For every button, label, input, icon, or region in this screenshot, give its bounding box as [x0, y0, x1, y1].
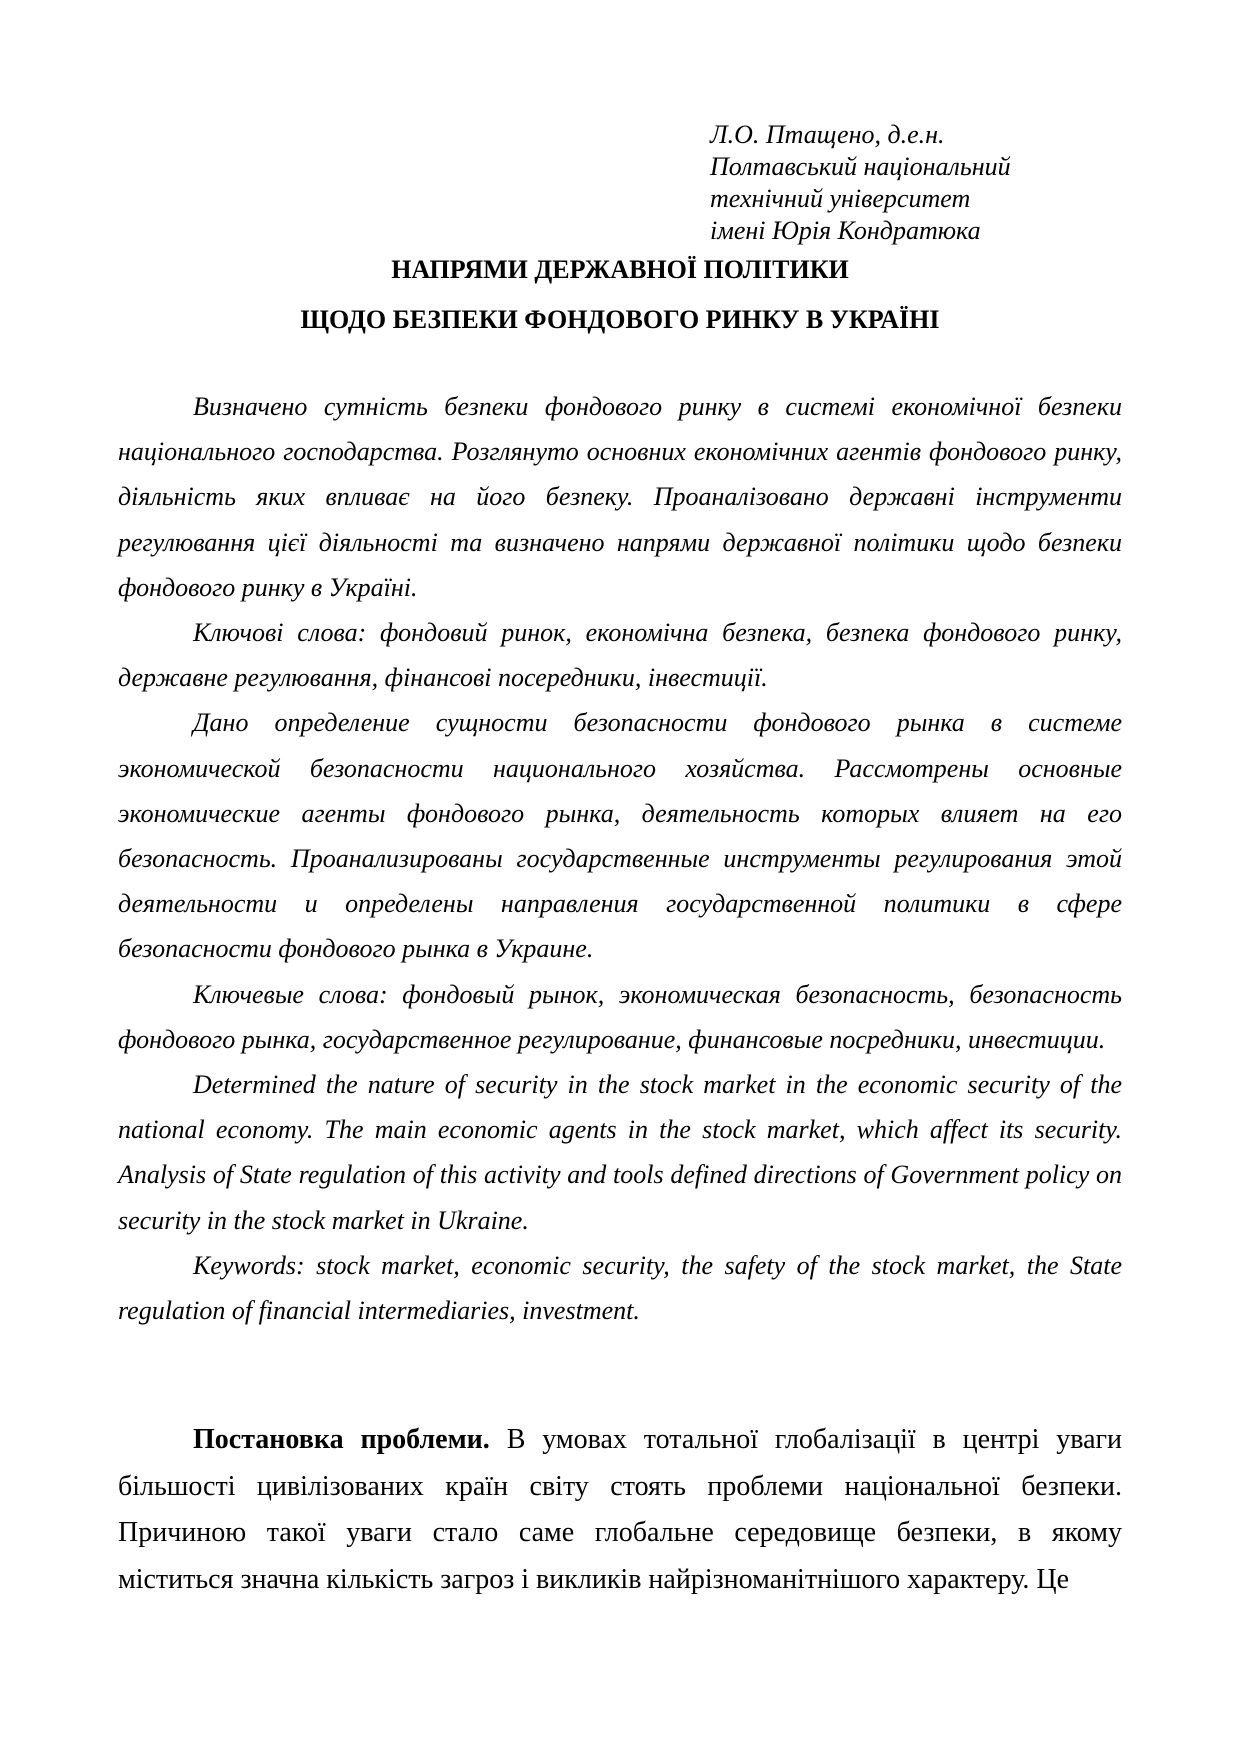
abstract-english: Determined the nature of security in the stock market in the economic security of the national economy. The main economic agents in the stock market, which affect its security. Analysis of State regulation of this activity and tools defined directions of Government policy on security in the stock market in Ukraine. — [118, 1070, 1122, 1235]
paper-title-line-2: ЩОДО БЕЗПЕКИ ФОНДОВОГО РИНКУ В УКРАЇНІ — [300, 305, 940, 334]
paper-title-line-1: НАПРЯМИ ДЕРЖАВНОЇ ПОЛІТИКИ — [391, 255, 849, 284]
affiliation-line-1: Полтавський національний — [710, 152, 1011, 181]
affiliation-line-3: імені Юрія Кондратюка — [710, 216, 981, 245]
keywords-english: Keywords: stock market, economic security, the safety of the stock market, the State regulation of financial intermediaries, investment. — [118, 1250, 1122, 1326]
author-affiliation — [710, 119, 1130, 247]
abstract-ukrainian: Визначено сутність безпеки фондового ринку в системі економічної безпеки національного господарства. Розглянуто основних економічних агентів фондового ринку, діяльність яких впливає на його безпеку. Проаналізовано державні інструменти регулювання цієї діяльності та визначено напрями державної політики щодо безпеки фондового ринку в Україні. — [118, 392, 1122, 602]
keywords-russian: Ключевые слова: фондовый рынок, экономическая безопасность, безопасность фондового рынка, государственное регулирование, финансовые посредники, инвестиции. — [118, 979, 1122, 1054]
abstracts-section — [118, 384, 1122, 1333]
keywords-ukrainian: Ключові слова: фондовий ринок, економічна безпека, безпека фондового ринку, державне регулювання, фінансові посередники, інвестиції. — [118, 618, 1122, 693]
section-heading: Постановка проблеми. — [193, 1424, 490, 1455]
body-paragraph-text: В умовах тотальної глобалізації в центрі уваги більшості цивілізованих країн світу стоять проблеми національної безпеки. Причиною такої уваги стало саме глобальне середовище безпеки, в якому міститься значна кількість загроз і викликів найрізноманітнішого характеру. Це — [118, 1424, 1122, 1595]
body-paragraph — [118, 1417, 1122, 1603]
body-section — [118, 1417, 1122, 1603]
abstract-russian: Дано определение сущности безопасности фондового рынка в системе экономической безопасности национального хозяйства. Рассмотрены основные экономические агенты фондового рынка, деятельность которых влияет на его безопасность. Проанализированы государственные инструменты регулирования этой деятельности и определены направления государственной политики в сфере безопасности фондового рынка в Украине. — [118, 708, 1122, 964]
affiliation-line-2: технічний університет — [710, 184, 971, 213]
author-name: Л.О. Птащено, д.е.н. — [710, 120, 945, 149]
